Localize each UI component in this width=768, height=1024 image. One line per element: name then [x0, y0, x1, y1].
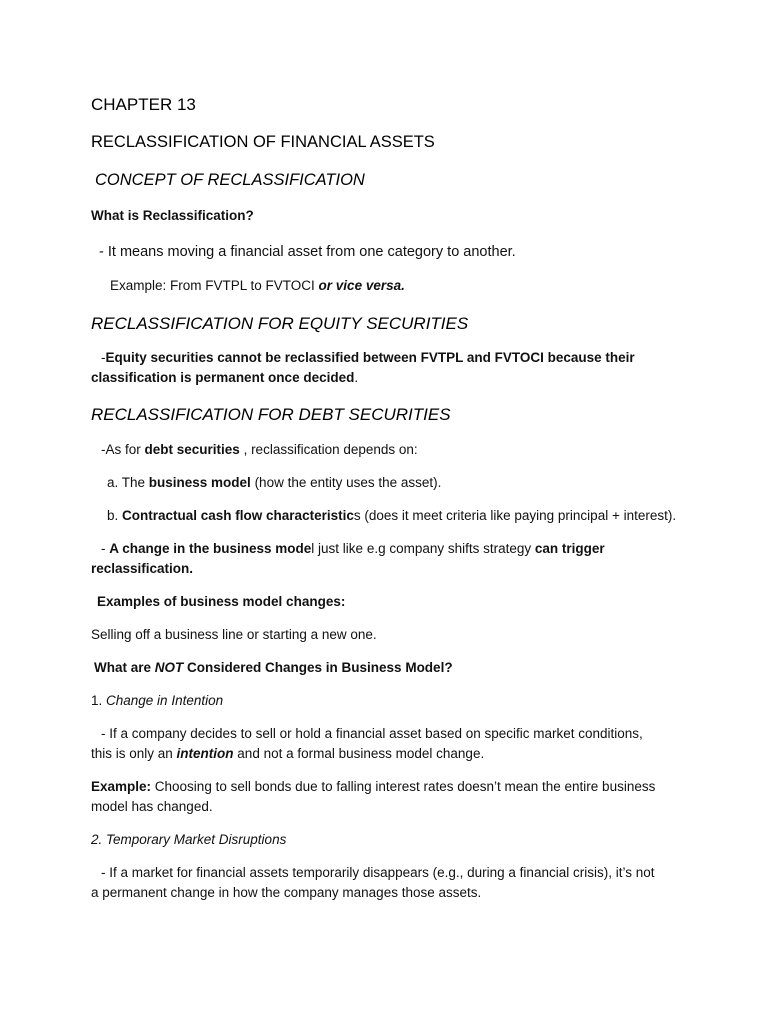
item-b-suffix: s (does it meet criteria like paying principal + interest).: [353, 508, 677, 523]
point2-heading: 2. Temporary Market Disruptions: [91, 832, 287, 847]
point1-line2-suffix: and not a formal business model change.: [233, 746, 485, 761]
point1-heading: [91, 693, 223, 710]
example-prefix: Example: From FVTPL to FVTOCI: [110, 278, 319, 293]
item-a-prefix: a. The: [107, 475, 149, 490]
definition-text: - It means moving a financial asset from one category to another.: [99, 244, 516, 260]
example-emphasis: or vice versa.: [318, 278, 405, 293]
example2-text: Choosing to sell bonds due to falling interest rates doesn’t mean the entire business: [151, 779, 656, 794]
change-bold2: can trigger: [534, 541, 605, 556]
point2-text-line1: - If a market for financial assets temporarily disappears (e.g., during a financial crisis), it’s not: [101, 865, 655, 880]
concept-heading: CONCEPT OF RECLASSIFICATION: [95, 171, 365, 189]
not-considered-emphasis: NOT: [154, 660, 184, 675]
point1-number: 1.: [91, 693, 107, 708]
debt-intro-prefix: -As for: [101, 442, 145, 457]
question-what-is-reclassification: What is Reclassification?: [91, 208, 254, 223]
point2-text-line2: a permanent change in how the company manages those assets.: [91, 885, 482, 900]
equity-heading: RECLASSIFICATION FOR EQUITY SECURITIES: [91, 314, 469, 333]
item-b-prefix: b.: [107, 508, 123, 523]
item-b: [107, 508, 676, 525]
equity-text-line1: [101, 350, 635, 367]
equity-statement: Equity securities cannot be reclassified between FVTPL and FVTOCI because their: [105, 350, 635, 365]
not-considered-prefix: What are: [94, 660, 155, 675]
item-a: [107, 475, 441, 492]
equity-statement-cont: classification is permanent once decided: [91, 370, 355, 385]
equity-period: .: [354, 370, 359, 385]
example2-line1: [91, 779, 655, 796]
change-prefix: -: [101, 541, 110, 556]
point1-text-line1: - If a company decides to sell or hold a financial asset based on specific market conditions,: [101, 726, 643, 741]
chapter-label: CHAPTER 13: [91, 95, 196, 114]
examples-text: Selling off a business line or starting a new one.: [91, 627, 377, 642]
change-text-line2: reclassification.: [91, 561, 194, 576]
change-bold1: A change in the business mode: [109, 541, 312, 556]
example2-bold: Example:: [91, 779, 152, 794]
point1-line2-prefix: this is only an: [91, 746, 177, 761]
not-considered-suffix: Considered Changes in Business Model?: [183, 660, 453, 675]
not-considered-question: [94, 660, 453, 677]
example-line: [110, 278, 405, 295]
equity-text-line2: [91, 370, 358, 387]
debt-heading: RECLASSIFICATION FOR DEBT SECURITIES: [91, 405, 451, 424]
point1-label: Change in Intention: [106, 693, 224, 708]
item-a-bold: business model: [148, 475, 251, 490]
item-b-bold: Contractual cash flow characteristic: [122, 508, 354, 523]
change-text-line1: [101, 541, 605, 558]
equity-dash: -: [101, 350, 106, 365]
change-mid: l just like e.g company shifts strategy: [311, 541, 535, 556]
debt-intro: [101, 442, 418, 459]
debt-intro-bold: debt securities: [144, 442, 240, 457]
debt-intro-suffix: , reclassification depends on:: [239, 442, 418, 457]
examples-heading: Examples of business model changes:: [97, 594, 346, 609]
item-a-suffix: (how the entity uses the asset).: [250, 475, 442, 490]
point1-line2-emphasis: intention: [176, 746, 234, 761]
document-title: RECLASSIFICATION OF FINANCIAL ASSETS: [91, 133, 435, 151]
example2-line2: model has changed.: [91, 799, 213, 814]
point1-text-line2: [91, 746, 484, 763]
